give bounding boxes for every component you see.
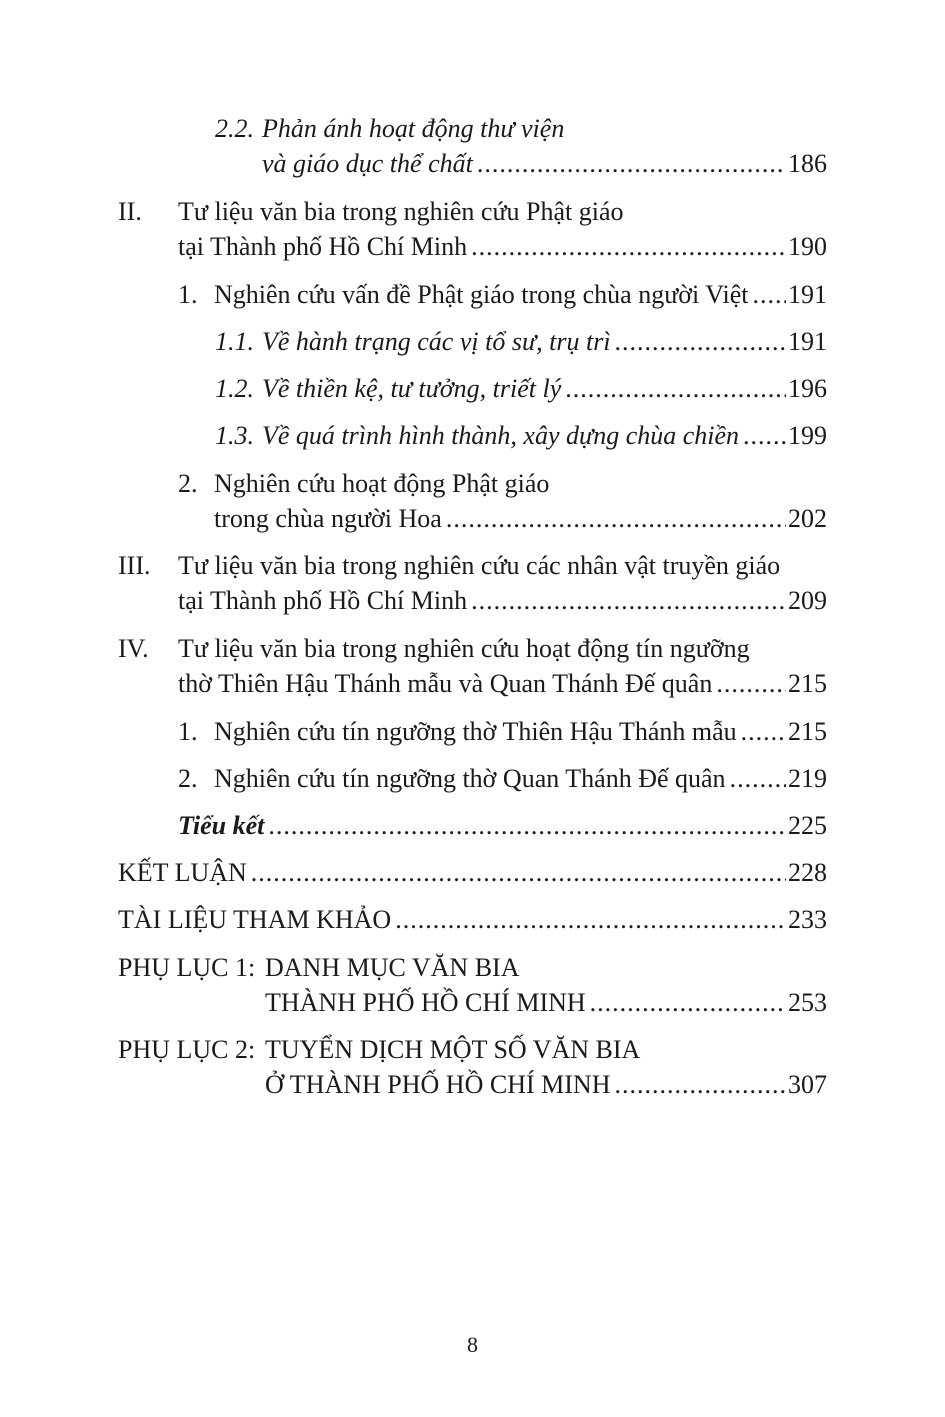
section-number: II. [118, 197, 142, 226]
dot-leader [268, 809, 786, 843]
appendix-title-cont: THÀNH PHỐ HỒ CHÍ MINH [265, 988, 586, 1017]
entry-title-cont: trong chùa người Hoa [214, 504, 442, 533]
entry-title: Nghiên cứu tín ngưỡng thờ Thiên Hậu Thánh mẫu [214, 717, 737, 746]
dot-leader [251, 856, 786, 890]
dot-leader [471, 584, 786, 618]
dot-leader [446, 502, 786, 536]
page-ref: 190 [788, 232, 827, 261]
appendix-title: TUYỂN DỊCH MỘT SỐ VĂN BIA [265, 1035, 641, 1064]
page-ref: 209 [788, 586, 827, 615]
toc-entry-ket-luan [118, 856, 827, 890]
entry-leader-line [214, 278, 827, 312]
page-ref: 307 [788, 1070, 827, 1099]
page-ref: 186 [788, 149, 827, 178]
appendix-leader-line [265, 1068, 827, 1102]
entry-leader-line [214, 762, 827, 796]
entry-number: 1. [178, 717, 198, 746]
page-ref: 225 [788, 811, 827, 840]
entry-number: 1.3. [215, 421, 254, 450]
entry-title: Về thiền kệ, tư tưởng, triết lý [262, 374, 562, 403]
entry-title-cont: và giáo dục thể chất [262, 149, 473, 178]
entry-leader-line [214, 502, 827, 536]
dot-leader [614, 1068, 786, 1102]
dot-leader [730, 762, 786, 796]
dot-leader [565, 372, 786, 406]
entry-title: Phản ánh hoạt động thư viện [262, 114, 565, 143]
entry-title: Về quá trình hình thành, xây dựng chùa chiền [262, 421, 740, 450]
appendix-title-cont: Ở THÀNH PHỐ HỒ CHÍ MINH [265, 1070, 611, 1099]
dot-leader [753, 278, 787, 312]
entry-title: Nghiên cứu hoạt động Phật giáo [214, 469, 550, 498]
appendix-title: DANH MỤC VĂN BIA [265, 953, 520, 982]
dot-leader [743, 419, 786, 453]
entry-leader-line [262, 419, 827, 453]
dot-leader [741, 715, 786, 749]
entry-title: Về hành trạng các vị tổ sư, trụ trì [262, 327, 611, 356]
section-number: IV. [118, 634, 149, 663]
page-ref: 191 [788, 327, 827, 356]
section-title: Tư liệu văn bia trong nghiên cứu hoạt động tín ngưỡng [178, 634, 750, 663]
entry-number: 1. [178, 280, 198, 309]
page-number: 8 [467, 1332, 478, 1357]
section-title-cont: thờ Thiên Hậu Thánh mẫu và Quan Thánh Đế quân [178, 669, 713, 698]
entry-number: 2. [178, 469, 198, 498]
entry-title: Tiểu kết [178, 811, 265, 840]
entry-leader-line [214, 715, 827, 749]
entry-title: KẾT LUẬN [118, 858, 247, 887]
page-ref: 215 [788, 669, 827, 698]
section-title-cont: tại Thành phố Hồ Chí Minh [178, 586, 468, 615]
dot-leader [716, 667, 786, 701]
page-ref: 202 [788, 504, 827, 533]
page-ref: 215 [788, 717, 827, 746]
appendix-leader-line [265, 986, 827, 1020]
appendix-label: PHỤ LỤC 1: [118, 953, 256, 982]
dot-leader [395, 903, 786, 937]
section-title: Tư liệu văn bia trong nghiên cứu Phật giáo [178, 197, 624, 226]
section-leader-line [178, 584, 827, 618]
dot-leader [590, 986, 786, 1020]
section-number: III. [118, 551, 151, 580]
section-leader-line [178, 667, 827, 701]
entry-title: Nghiên cứu vấn đề Phật giáo trong chùa người Việt [214, 280, 749, 309]
page-ref: 196 [788, 374, 827, 403]
page-ref: 199 [788, 421, 827, 450]
entry-number: 1.2. [215, 374, 254, 403]
section-title-cont: tại Thành phố Hồ Chí Minh [178, 232, 468, 261]
dot-leader [615, 325, 786, 359]
page-ref: 233 [788, 905, 827, 934]
entry-number: 2.2. [215, 114, 254, 143]
section-leader-line [178, 230, 827, 264]
entry-title: TÀI LIỆU THAM KHẢO [118, 905, 392, 934]
entry-leader-line [262, 372, 827, 406]
toc-entry-tai-lieu [118, 903, 827, 937]
page-ref: 219 [788, 764, 827, 793]
entry-title: Nghiên cứu tín ngưỡng thờ Quan Thánh Đế quân [214, 764, 726, 793]
entry-leader-line [262, 325, 827, 359]
entry-number: 1.1. [215, 327, 254, 356]
dot-leader [477, 147, 786, 181]
section-title: Tư liệu văn bia trong nghiên cứu các nhân vật truyền giáo [178, 551, 781, 580]
entry-leader-line [262, 147, 827, 181]
appendix-label: PHỤ LỤC 2: [118, 1035, 256, 1064]
page-ref: 228 [788, 858, 827, 887]
page-ref: 253 [788, 988, 827, 1017]
toc-entry-tieu-ket [178, 809, 827, 843]
entry-number: 2. [178, 764, 198, 793]
page-ref: 191 [788, 280, 827, 309]
dot-leader [471, 230, 786, 264]
